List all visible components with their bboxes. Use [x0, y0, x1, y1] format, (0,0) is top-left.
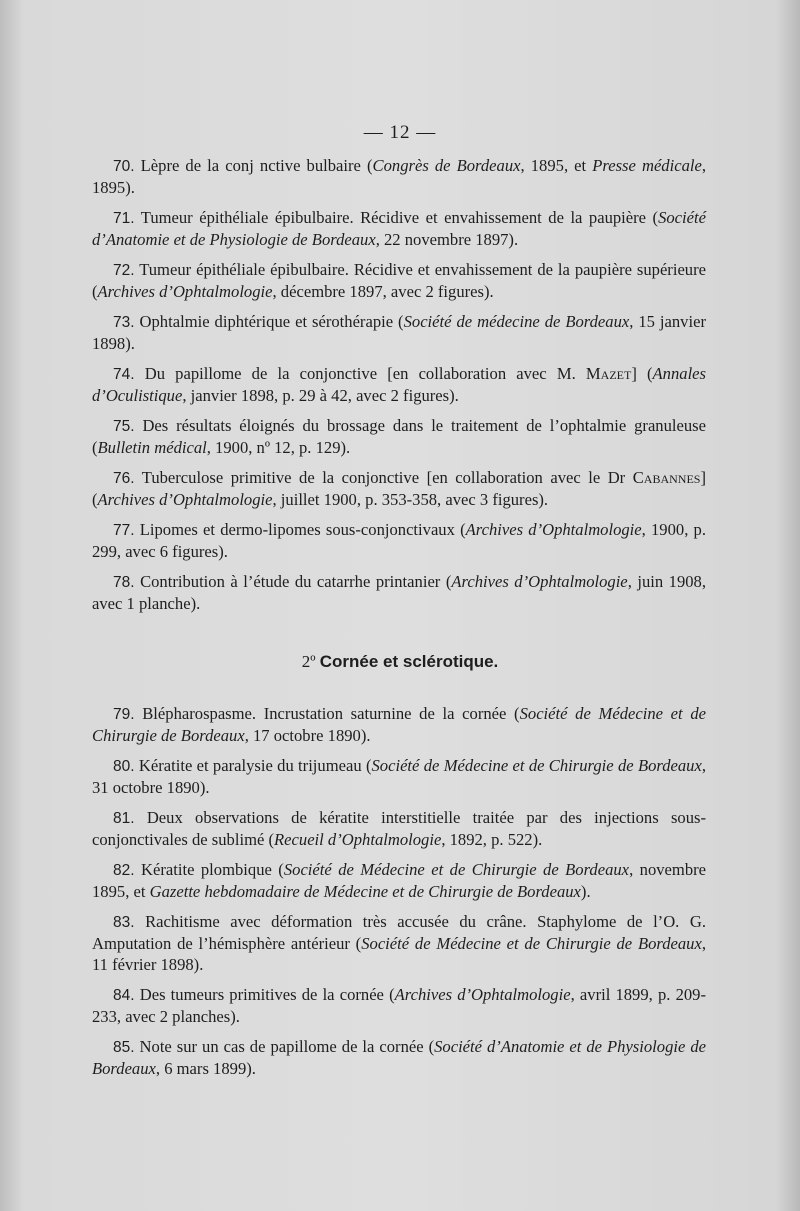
entry-text: Blépharospasme. Incrustation saturnine de la cornée ( — [134, 704, 520, 723]
journal-title: Archives d’Ophtalmologie — [465, 520, 642, 539]
journal-title: Presse médicale — [592, 156, 702, 175]
entry-text: ] ( — [631, 364, 653, 383]
bibliography-entry — [92, 859, 706, 902]
bibliography-entry — [92, 207, 706, 250]
entry-text: , 17 octobre 1890). — [244, 726, 371, 745]
journal-title: Société de médecine de Bordeaux — [403, 312, 630, 331]
journal-title: Archives d’Ophtalmologie — [97, 282, 273, 301]
entry-text: , 22 novembre 1897). — [375, 230, 519, 249]
entry-text: , 1892, p. 522). — [441, 830, 543, 849]
journal-title: Archives d’Ophtalmologie — [394, 985, 571, 1004]
entry-text: Kératite et paralysie du trijumeau ( — [134, 756, 372, 775]
entry-text: Note sur un cas de papillome de la cornée ( — [134, 1037, 435, 1056]
bibliography-entry — [92, 155, 706, 198]
author-name: Mazet — [585, 364, 632, 383]
journal-title: Annales d’Oculistique — [92, 364, 707, 405]
entry-number: 76. — [113, 470, 135, 487]
entry-number: 83. — [113, 914, 135, 931]
bibliography-entry — [92, 984, 706, 1027]
section-2-label: Cornée et sclérotique. — [319, 652, 499, 671]
journal-title: Société de Médecine et de Chirurgie de Bordeaux — [92, 704, 706, 745]
entry-text: Lèpre de la conj nctive bulbaire ( — [134, 156, 373, 175]
entry-text: , décembre 1897, avec 2 figures). — [272, 282, 494, 301]
entry-text: , 31 octobre 1890). — [92, 756, 706, 797]
journal-title: Bulletin médical — [97, 438, 207, 457]
journal-title: Archives d’Ophtalmologie — [97, 490, 273, 509]
entry-text: , 1900, p. 299, avec 6 figures). — [92, 520, 706, 561]
entry-number: 74. — [113, 366, 135, 383]
entry-text: ). — [580, 882, 591, 901]
entry-text: , juillet 1900, p. 353-358, avec 3 figures). — [272, 490, 549, 509]
section-2-prefix: 2º — [301, 652, 320, 671]
entry-number: 79. — [113, 706, 135, 723]
entry-number: 81. — [113, 810, 135, 827]
entry-text: Des tumeurs primitives de la cornée ( — [134, 985, 395, 1004]
section-2-list — [92, 703, 706, 1088]
entry-text: , novembre 1895, et — [92, 860, 707, 901]
entry-number: 72. — [113, 262, 135, 279]
bibliography-entry — [92, 807, 706, 850]
entry-number: 71. — [113, 210, 135, 227]
entry-text: Contribution à l’étude du catarrhe printanier ( — [134, 572, 452, 591]
entry-number: 70. — [113, 158, 135, 175]
entry-text: , 1895). — [92, 156, 707, 197]
journal-title: Recueil d’Ophtalmologie — [274, 830, 442, 849]
entry-number: 85. — [113, 1039, 135, 1056]
bibliography-entry — [92, 571, 706, 614]
section-1-list — [92, 155, 706, 623]
entry-number: 73. — [113, 314, 135, 331]
entry-text: Ophtalmie diphtérique et sérothérapie ( — [134, 312, 404, 331]
journal-title: Société d’Anatomie et de Physiologie de Bordeaux — [92, 208, 706, 249]
section-2-heading — [0, 652, 800, 672]
entry-text: , 6 mars 1899). — [155, 1059, 256, 1078]
entry-text: ] ( — [92, 468, 706, 509]
entry-text: , juin 1908, avec 1 planche). — [92, 572, 706, 613]
entry-text: Tuberculose primitive de la conjonctive [en collaboration avec le Dr — [134, 468, 633, 487]
journal-title: Gazette hebdomadaire de Médecine et de Chirurgie de Bordeaux — [149, 882, 581, 901]
entry-text: Lipomes et dermo-lipomes sous-conjonctivaux ( — [134, 520, 466, 539]
bibliography-entry — [92, 703, 706, 746]
entry-number: 84. — [113, 987, 135, 1004]
bibliography-entry — [92, 911, 706, 975]
entry-text: , 1895, et — [520, 156, 593, 175]
entry-number: 75. — [113, 418, 135, 435]
journal-title: Société de Médecine et de Chirurgie de Bordeaux — [283, 860, 630, 879]
entry-number: 77. — [113, 522, 135, 539]
entry-text: , 1900, nº 12, p. 129). — [206, 438, 351, 457]
entry-text: Kératite plombique ( — [134, 860, 284, 879]
bibliography-entry — [92, 415, 706, 458]
bibliography-entry — [92, 755, 706, 798]
entry-number: 80. — [113, 758, 135, 775]
entry-number: 78. — [113, 574, 135, 591]
entry-text: , 11 février 1898). — [92, 934, 707, 974]
bibliography-entry — [92, 311, 706, 354]
bibliography-entry — [92, 1036, 706, 1079]
entry-text: Deux observations de kératite interstitielle traitée par des injections sous-conjonctivales de sublimé ( — [92, 808, 706, 849]
bibliography-entry — [92, 363, 706, 406]
journal-title: Archives d’Ophtalmologie — [451, 572, 628, 591]
entry-text: Du papillome de la conjonctive [en collaboration avec M. — [134, 364, 586, 383]
entry-text: , 15 janvier 1898). — [92, 312, 706, 353]
entry-text: , avril 1899, p. 209-233, avec 2 planches). — [92, 985, 706, 1026]
bibliography-entry — [92, 519, 706, 562]
journal-title: Société de Médecine et de Chirurgie de Bordeaux — [361, 934, 702, 953]
entry-number: 82. — [113, 862, 135, 879]
journal-title: Congrès de Bordeaux — [372, 156, 521, 175]
entry-text: Tumeur épithéliale épibulbaire. Récidive et envahissement de la paupière supérieure ( — [92, 260, 706, 301]
entry-text: Rachitisme avec déformation très accusée du crâne. Staphylome de l’O. G. Amputation de l’hémisphère antérieur ( — [92, 912, 706, 953]
entry-text: Des résultats éloignés du brossage dans le traitement de l’ophtalmie granuleuse ( — [92, 416, 706, 457]
bibliography-entry — [92, 467, 706, 510]
page-number: — 12 — — [363, 122, 437, 143]
entry-text: , janvier 1898, p. 29 à 42, avec 2 figures). — [182, 386, 459, 405]
journal-title: Société de Médecine et de Chirurgie de Bordeaux — [371, 756, 702, 775]
entry-text: Tumeur épithéliale épibulbaire. Récidive et envahissement de la paupière ( — [134, 208, 659, 227]
bibliography-entry — [92, 259, 706, 302]
journal-title: Société d’Anatomie et de Physiologie de Bordeaux — [92, 1037, 706, 1078]
author-name: Cabannes — [632, 468, 701, 487]
